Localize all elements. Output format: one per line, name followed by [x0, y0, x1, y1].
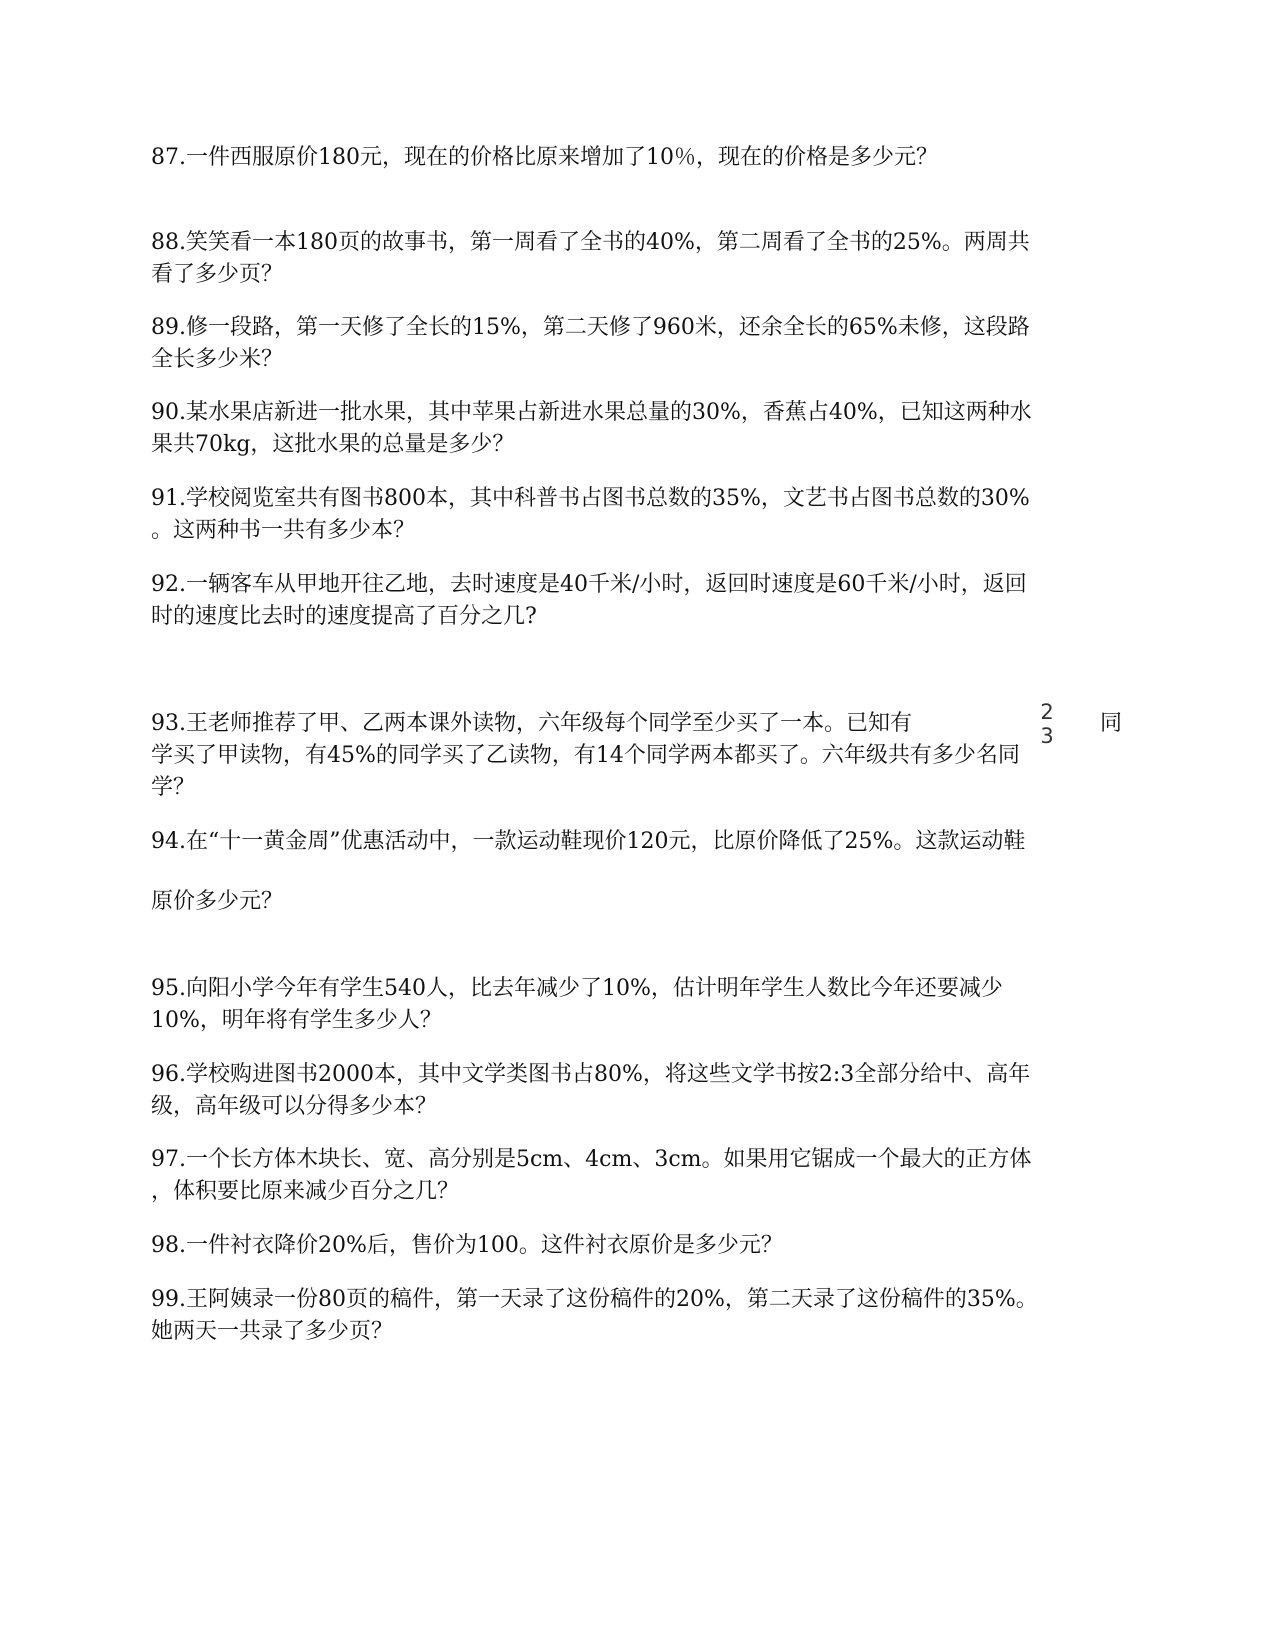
problem-90-line-1: 90.某水果店新进一批水果，其中苹果占新进水果总量的30%，香蕉占40%，已知这两种水 [151, 400, 1032, 425]
fraction-numerator: 2 [1040, 700, 1054, 724]
problem-92-line-2: 时的速度比去时的速度提高了百分之几? [151, 604, 537, 629]
fraction-denominator: 3 [1040, 724, 1054, 748]
problem-93-line-3: 学？ [151, 775, 196, 800]
problem-88-line-1: 88.笑笑看一本180页的故事书，第一周看了全书的40%，第二周看了全书的25%。两周共 [151, 230, 1030, 255]
problem-93-line-1-end: 同 [1100, 711, 1123, 736]
problem-88-line-2: 看了多少页？ [151, 262, 284, 287]
problem-87-line-1: 87.一件西服原价180元，现在的价格比原来增加了10％，现在的价格是多少元？ [151, 145, 938, 170]
problem-93-line-1: 93.王老师推荐了甲、乙两本课外读物，六年级每个同学至少买了一本。已知有 [151, 711, 912, 736]
problem-99-line-2: 她两天一共录了多少页？ [151, 1319, 394, 1344]
problem-89-line-2: 全长多少米？ [151, 347, 284, 372]
problem-96-line-1: 96.学校购进图书2000本，其中文学类图书占80%，将这些文学书按2:3全部分给中、高年 [151, 1062, 1031, 1087]
problem-94-line-2: 原价多少元？ [151, 889, 284, 914]
problem-98-line-1: 98.一件衬衣降价20%后，售价为100。这件衬衣原价是多少元？ [151, 1233, 783, 1258]
problem-91-line-2: 。这两种书一共有多少本？ [151, 518, 416, 543]
problem-92-line-1: 92.一辆客车从甲地开往乙地，去时速度是40千米/小时，返回时速度是60千米/小时，返回 [151, 572, 1027, 597]
problem-97-line-2: ，体积要比原来减少百分之几？ [151, 1179, 460, 1204]
fraction-two-thirds [1035, 700, 1059, 748]
problem-91-line-1: 91.学校阅览室共有图书800本，其中科普书占图书总数的35%，文艺书占图书总数的30% [151, 486, 1030, 511]
problem-89-line-1: 89.修一段路，第一天修了全长的15%，第二天修了960米，还余全长的65%未修，这段路 [151, 315, 1030, 340]
problem-90-line-2: 果共70kg，这批水果的总量是多少？ [151, 432, 515, 457]
problem-99-line-1: 99.王阿姨录一份80页的稿件，第一天录了这份稿件的20%，第二天录了这份稿件的35%。 [151, 1287, 1038, 1312]
problem-97-line-1: 97.一个长方体木块长、宽、高分别是5cm、4cm、3cm。如果用它锯成一个最大的正方体 [151, 1147, 1032, 1172]
problem-94-line-1: 94.在“十一黄金周”优惠活动中，一款运动鞋现价120元，比原价降低了25%。这款运动鞋 [151, 829, 1026, 854]
problem-96-line-2: 级，高年级可以分得多少本？ [151, 1094, 438, 1119]
problem-93-line-2: 学买了甲读物，有45%的同学买了乙读物，有14个同学两本都买了。六年级共有多少名同 [151, 743, 1020, 768]
problem-95-line-2: 10%，明年将有学生多少人？ [151, 1008, 442, 1033]
problem-95-line-1: 95.向阳小学今年有学生540人，比去年减少了10%，估计明年学生人数比今年还要减少 [151, 976, 1003, 1001]
